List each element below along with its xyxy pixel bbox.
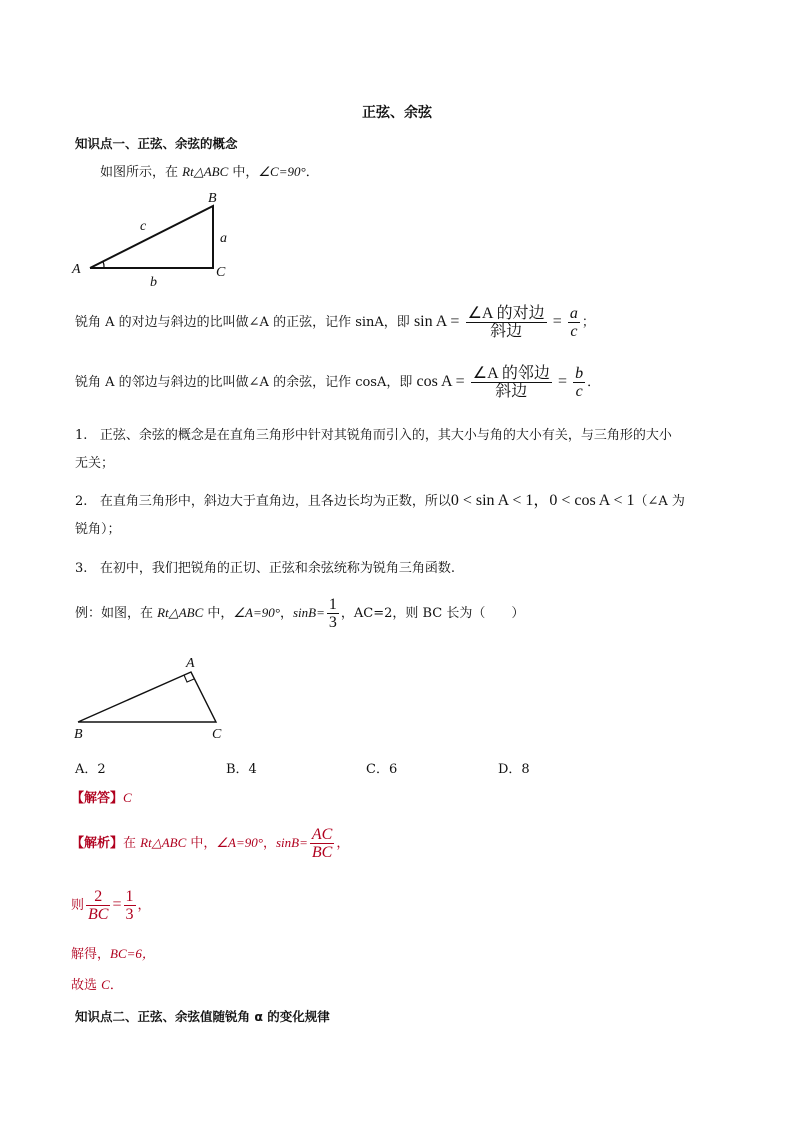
page-title: 正弦、余弦 (362, 105, 432, 121)
sine-ratio-fraction: $\frac{a}{c}$ (569, 305, 578, 340)
option-c: C．6 (366, 762, 398, 777)
note-1-continued: 无关； (75, 456, 115, 471)
analysis-line-1: 【解析】在 Rt△ABC 中，∠A=90°，sinB= $\frac{AC}{BC}$ ， (71, 826, 350, 861)
analysis-fraction-3: $\frac{1}{3}$ (125, 888, 134, 923)
analysis-line-2: 则 $\frac{2}{BC}$ = $\frac{1}{3}$ ， (71, 888, 151, 923)
side-label-b: b (150, 275, 157, 290)
example-fraction: $\frac{1}{3}$ (328, 596, 337, 631)
vertex-label-c: C (216, 265, 226, 280)
section-heading-2: 知识点二、正弦、余弦值随锐角 α 的变化规律 (75, 1009, 330, 1024)
triangle-figure-2 (70, 652, 240, 744)
analysis-fraction-2: $\frac{2}{BC}$ (88, 888, 109, 923)
vertex-label-a: A (186, 656, 195, 671)
section-heading-1: 知识点一、正弦、余弦的概念 (75, 136, 238, 151)
vertex-label-a: A (72, 262, 81, 277)
side-label-c: c (140, 219, 147, 234)
note-2: 2. 在直角三角形中，斜边大于直角边，且各边长均为正数，所以0 < sin A < 1，0 < cos A < 1（∠A 为 (75, 492, 685, 509)
analysis-line-4: 故选 C． (71, 977, 123, 993)
cosine-definition: 锐角 A 的邻边与斜边的比叫做∠A 的余弦，记作 cosA，即 cos A = $\frac{\text{∠A 的邻边}}{\text{斜边}}$ = $\frac{b}{c}$ ． (75, 365, 601, 400)
vertex-label-b: B (74, 727, 83, 742)
intro-line: 如图所示，在 Rt△ABC 中，∠C=90°． (100, 164, 319, 180)
note-3: 3. 在初中，我们把锐角的正切、正弦和余弦统称为锐角三角函数. (75, 561, 455, 576)
option-d: D．8 (498, 762, 530, 777)
sine-fraction: $\frac{\text{∠A 的对边}}{\text{斜边}}$ (467, 305, 545, 340)
analysis-line-3: 解得，BC=6， (71, 946, 155, 962)
cosine-fraction: $\frac{\text{∠A 的邻边}}{\text{斜边}}$ (472, 365, 550, 400)
vertex-label-b: B (208, 191, 217, 206)
sine-definition: 锐角 A 的对边与斜边的比叫做∠A 的正弦，记作 sinA，即 sin A = $\frac{\text{∠A 的对边}}{\text{斜边}}$ = $\frac{a}{c}$ ； (75, 305, 595, 340)
analysis-fraction-1: $\frac{AC}{BC}$ (311, 826, 333, 861)
option-a: A．2 (75, 762, 106, 777)
vertex-label-c: C (212, 727, 222, 742)
example-question: 例：如图，在 Rt△ABC 中，∠A=90°，sinB= $\frac{1}{3}$ ，AC=2，则 BC 长为（ ） (75, 596, 525, 631)
cosine-ratio-fraction: $\frac{b}{c}$ (575, 365, 584, 400)
note-2-continued: 锐角）； (75, 522, 121, 537)
side-label-a: a (220, 231, 227, 246)
answer-line: 【解答】C (71, 790, 132, 806)
option-b: B．4 (226, 762, 257, 777)
note-1: 1. 正弦、余弦的概念是在直角三角形中针对其锐角而引入的，其大小与角的大小有关，与三角形的大小 (75, 428, 672, 443)
triangle-figure-1 (68, 188, 238, 293)
